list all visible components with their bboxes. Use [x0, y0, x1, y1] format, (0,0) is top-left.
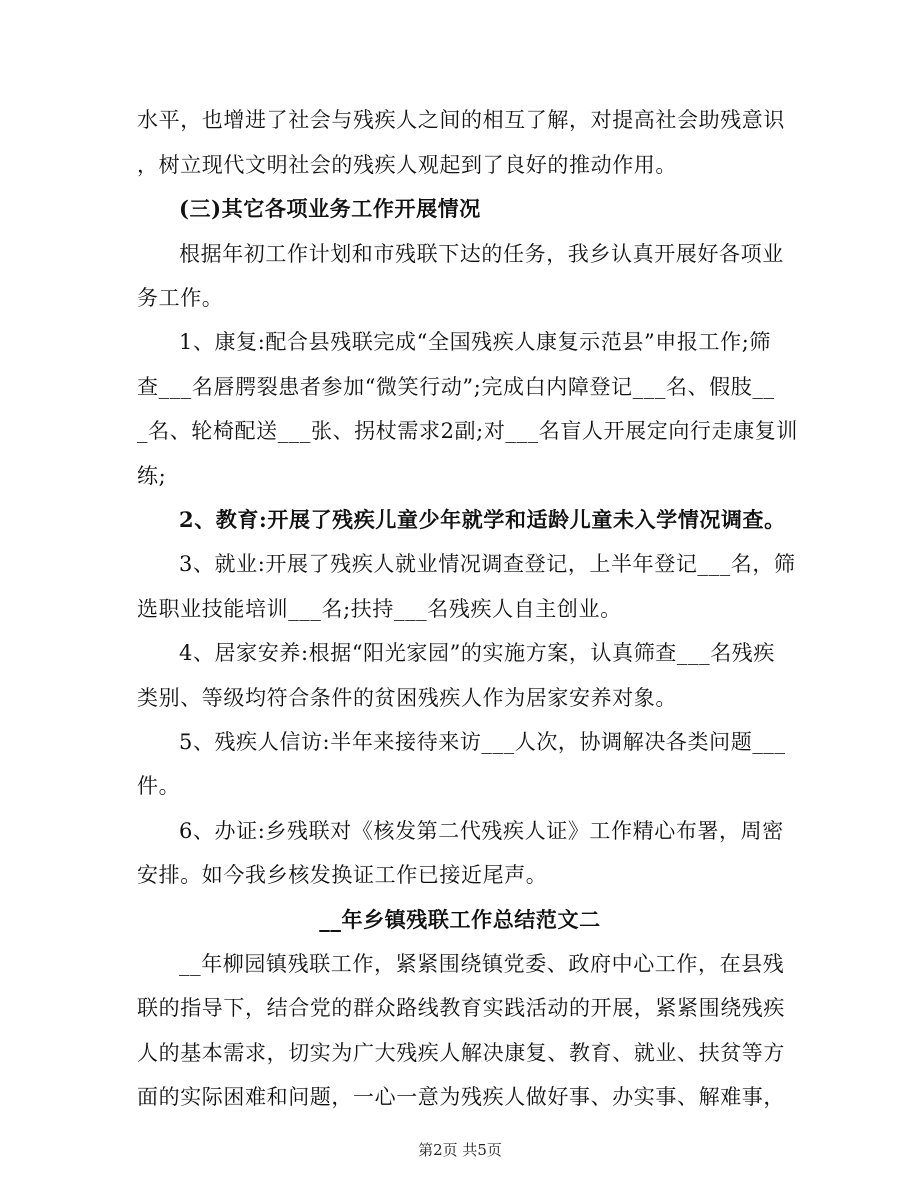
- body-text-line: 查___名唇腭裂患者参加“微笑行动”;完成白内障登记___名、假肢__: [137, 375, 775, 399]
- article-title: __年乡镇残联工作总结范文二: [319, 907, 601, 932]
- body-text-line: 根据年初工作计划和市残联下达的任务，我乡认真开展好各项业: [179, 242, 784, 266]
- body-text-line: 面的实际困难和问题，一心一意为残疾人做好事、办实事、解难事，: [137, 1085, 785, 1109]
- body-text-line-bold: 2、教育:开展了残疾儿童少年就学和适龄儿童未入学情况调查。: [179, 507, 786, 532]
- body-text-line: 3、就业:开展了残疾人就业情况调查登记，上半年登记___名，筛: [179, 552, 796, 576]
- section-heading: (三)其它各项业务工作开展情况: [179, 196, 481, 221]
- body-text-line: _名、轮椅配送___张、拐杖需求2副;对___名盲人开展定向行走康复训: [137, 419, 798, 443]
- body-text-line: 联的指导下，结合党的群众路线教育实践活动的开展，紧紧围绕残疾: [137, 996, 785, 1020]
- body-text-line: 5、残疾人信访:半年来接待来访___人次，协调解决各类问题___: [179, 730, 786, 754]
- body-text-line: 4、居家安养:根据“阳光家园”的实施方案，认真筛查___名残疾: [179, 641, 776, 665]
- body-text-line: 人的基本需求，切实为广大残疾人解决康复、教育、就业、扶贫等方: [137, 1041, 785, 1065]
- body-text-line: 水平，也增进了社会与残疾人之间的相互了解，对提高社会助残意识: [137, 108, 785, 132]
- body-text-line: 练;: [137, 464, 167, 488]
- body-text-line: 件。: [137, 774, 181, 798]
- body-text-line: 6、办证:乡残联对《核发第二代残疾人证》工作精心布署，周密: [179, 819, 784, 843]
- body-text-line: 类别、等级均符合条件的贫困残疾人作为居家安养对象。: [137, 686, 677, 710]
- body-text-line: __年柳园镇残联工作，紧紧围绕镇党委、政府中心工作，在县残: [179, 952, 785, 976]
- page-number-footer: 第2页 共5页: [418, 1141, 502, 1159]
- body-text-line: 1、康复:配合县残联完成“全国残疾人康复示范县”申报工作;筛: [179, 330, 771, 354]
- body-text-line: 安排。如今我乡核发换证工作已接近尾声。: [137, 863, 548, 887]
- body-text-line: 选职业技能培训___名;扶持___名残疾人自主创业。: [137, 597, 622, 621]
- body-text-line: 务工作。: [137, 286, 224, 310]
- body-text-line: ，树立现代文明社会的残疾人观起到了良好的推动作用。: [137, 153, 677, 177]
